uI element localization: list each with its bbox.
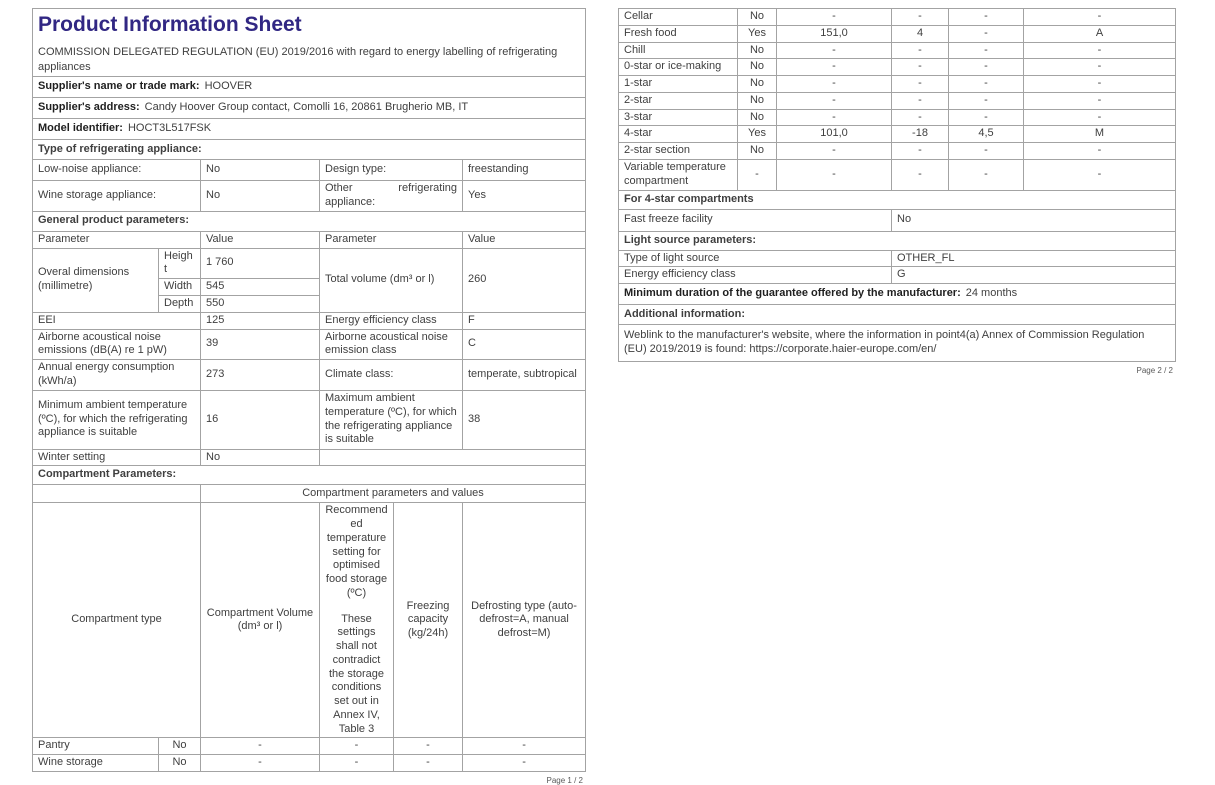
fast-freeze-label: Fast freeze facility (619, 209, 892, 231)
compartment-temp: - (320, 755, 394, 772)
compartment-freezing: - (949, 42, 1024, 59)
compartment-freezing: - (949, 92, 1024, 109)
compartment-span-header: Compartment parameters and values (201, 485, 586, 503)
total-volume-value: 260 (463, 248, 586, 312)
compartment-present: No (738, 9, 777, 26)
weblink-cell (619, 325, 1176, 362)
compartment-defrost: - (1024, 109, 1176, 126)
compartment-defrost: - (1024, 143, 1176, 160)
dimensions-label: Overal dimensions (millimetre) (33, 248, 159, 312)
type-section-title: Type of refrigerating appliance: (33, 140, 586, 160)
light-section-title-row (619, 231, 1176, 250)
consumption-row (33, 360, 586, 391)
compartment-freezing: - (949, 109, 1024, 126)
height-value: 1 760 (201, 248, 320, 279)
type-section-title-row (33, 140, 586, 160)
value-header-right: Value (463, 231, 586, 248)
compartment-volume-header: Compartment Volume (dm³ or l) (201, 503, 320, 738)
compartment-present: No (738, 42, 777, 59)
parameter-header-right: Parameter (320, 231, 463, 248)
supplier-name-row (33, 77, 586, 98)
page2-number: Page 2 / 2 (1136, 366, 1173, 375)
compartment-label: 2-star (619, 92, 738, 109)
compartment-label: 3-star (619, 109, 738, 126)
compartment-volume: - (201, 755, 320, 772)
general-section-title-row (33, 211, 586, 231)
fast-freeze-row (619, 209, 1176, 231)
compartment-present: No (738, 59, 777, 76)
compartment-label: 1-star (619, 76, 738, 93)
general-section-title: General product parameters: (33, 211, 586, 231)
compartment-temp: -18 (892, 126, 949, 143)
light-energy-class-label: Energy efficiency class (619, 267, 892, 284)
regulation-subtitle: COMMISSION DELEGATED REGULATION (EU) 2019/2016 with regard to energy labelling of refrigerating appliances (38, 46, 558, 73)
compartment-volume: 101,0 (777, 126, 892, 143)
guarantee-label: Minimum duration of the guarantee offered by the manufacturer: (624, 287, 961, 300)
max-temp-label: Maximum ambient temperature (ºC), for which the refrigerating appliance is suitable (320, 390, 463, 449)
eei-row (33, 312, 586, 329)
noise-row (33, 329, 586, 360)
compartment-volume: - (777, 143, 892, 160)
page-2 (618, 8, 1175, 375)
compartment-defrost: - (463, 738, 586, 755)
compartment-row-variable-temperature (619, 160, 1176, 191)
compartment-defrost: A (1024, 25, 1176, 42)
noise-class-value: C (463, 329, 586, 360)
design-type-value: freestanding (463, 160, 586, 181)
compartment-temp: - (892, 160, 949, 191)
compartment-defrost: M (1024, 126, 1176, 143)
compartment-row-4-star (619, 126, 1176, 143)
page-title: Product Information Sheet (38, 12, 302, 36)
supplier-address-value: Candy Hoover Group contact, Comolli 16, 20861 Brugherio MB, IT (144, 101, 469, 114)
defrosting-type-header: Defrosting type (auto-defrost=A, manual defrost=M) (463, 503, 586, 738)
noise-value: 39 (201, 329, 320, 360)
dimensions-height-row (33, 248, 586, 279)
compartment-row-1-star (619, 76, 1176, 93)
light-energy-class-row (619, 267, 1176, 284)
eei-label: EEI (33, 312, 201, 329)
page1-number: Page 1 / 2 (546, 775, 583, 785)
compartment-present: No (159, 738, 201, 755)
energy-class-value: F (463, 312, 586, 329)
compartment-freezing: - (949, 59, 1024, 76)
compartment-present: No (738, 143, 777, 160)
compartment-label: Cellar (619, 9, 738, 26)
fast-freeze-value: No (892, 209, 1176, 231)
compartment-volume: 151,0 (777, 25, 892, 42)
additional-info-title-row (619, 305, 1176, 325)
model-identifier-label: Model identifier: (38, 122, 123, 135)
compartment-label: Wine storage (33, 755, 159, 772)
total-volume-label: Total volume (dm³ or l) (320, 248, 463, 312)
compartment-defrost: - (1024, 9, 1176, 26)
compartment-freezing: - (949, 160, 1024, 191)
four-star-section-title-row (619, 190, 1176, 209)
compartment-defrost: - (1024, 160, 1176, 191)
compartment-temp: - (892, 109, 949, 126)
height-label: Height (159, 248, 201, 279)
compartment-label: Chill (619, 42, 738, 59)
compartment-freezing: - (949, 9, 1024, 26)
supplier-name-cell (33, 77, 586, 98)
compartment-temp: - (892, 76, 949, 93)
compartment-volume: - (777, 59, 892, 76)
guarantee-cell (619, 284, 1176, 305)
compartment-row-cellar (619, 9, 1176, 26)
other-refrigerating-label: Other refrigerating appliance: (320, 181, 463, 212)
design-type-label: Design type: (320, 160, 463, 181)
energy-class-label: Energy efficiency class (320, 312, 463, 329)
low-noise-value: No (201, 160, 320, 181)
noise-label: Airborne acoustical noise emissions (dB(A) re 1 pW) (33, 329, 201, 360)
supplier-name-value: HOOVER (204, 80, 253, 93)
depth-value: 550 (201, 295, 320, 312)
other-refrigerating-value: Yes (463, 181, 586, 212)
compartment-freezing: - (949, 143, 1024, 160)
compartment-row-pantry (33, 738, 586, 755)
compartment-defrost: - (1024, 92, 1176, 109)
depth-label: Depth (159, 295, 201, 312)
winter-setting-value: No (201, 449, 320, 466)
compartment-row-3-star (619, 109, 1176, 126)
freezing-capacity-header: Freezing capacity (kg/24h) (394, 503, 463, 738)
compartment-span-empty-cell (33, 485, 201, 503)
compartment-present: No (159, 755, 201, 772)
compartment-row-fresh-food (619, 25, 1176, 42)
winter-setting-row (33, 449, 586, 466)
value-header-left: Value (201, 231, 320, 248)
light-source-type-value: OTHER_FL (892, 250, 1176, 267)
light-section-title: Light source parameters: (619, 231, 1176, 250)
four-star-section-title: For 4-star compartments (619, 190, 1176, 209)
supplier-address-label: Supplier's address: (38, 101, 140, 114)
model-identifier-row (33, 119, 586, 140)
model-identifier-cell (33, 119, 586, 140)
compartment-temp: 4 (892, 25, 949, 42)
light-source-type-row (619, 250, 1176, 267)
compartment-label: Fresh food (619, 25, 738, 42)
parameter-header-left: Parameter (33, 231, 201, 248)
compartment-row-wine-storage (33, 755, 586, 772)
max-temp-value: 38 (463, 390, 586, 449)
guarantee-value: 24 months (965, 287, 1018, 300)
compartment-present: Yes (738, 126, 777, 143)
compartment-defrost: - (1024, 76, 1176, 93)
compartment-label: Pantry (33, 738, 159, 755)
compartment-freezing: - (949, 25, 1024, 42)
compartment-temp: - (892, 92, 949, 109)
wine-storage-value: No (201, 181, 320, 212)
consumption-value: 273 (201, 360, 320, 391)
compartment-temp: - (892, 9, 949, 26)
compartment-present: No (738, 76, 777, 93)
supplier-address-cell (33, 98, 586, 119)
compartment-volume: - (201, 738, 320, 755)
min-temp-value: 16 (201, 390, 320, 449)
temp-header-top: Recommended temperature setting for optimised food storage (ºC) (325, 504, 388, 599)
compartment-label: 2-star section (619, 143, 738, 160)
compartment-defrost: - (1024, 59, 1176, 76)
compartment-section-title: Compartment Parameters: (33, 466, 586, 485)
compartment-present: No (738, 109, 777, 126)
compartment-volume: - (777, 109, 892, 126)
compartment-row-0-star (619, 59, 1176, 76)
compartment-volume: - (777, 160, 892, 191)
compartment-present: Yes (738, 25, 777, 42)
compartment-span-header-row (33, 485, 586, 503)
weblink-label: Weblink to the manufacturer's website, where the information in point4(a) Annex of Commission Regulation (EU) 2019/2019 is found: (624, 329, 1145, 355)
page1-table (32, 8, 586, 772)
ambient-temperature-row (33, 390, 586, 449)
compartment-defrost: - (1024, 42, 1176, 59)
temp-header-bottom: These settings shall not contradict the storage conditions set out in Annex IV, Table 3 (328, 612, 385, 735)
compartment-label: 0-star or ice-making (619, 59, 738, 76)
compartment-freezing: - (949, 76, 1024, 93)
compartment-temp-header (320, 503, 394, 738)
climate-class-value: temperate, subtropical (463, 360, 586, 391)
compartment-row-chill (619, 42, 1176, 59)
width-label: Width (159, 279, 201, 296)
compartment-freezing: 4,5 (949, 126, 1024, 143)
compartment-row-2-star (619, 92, 1176, 109)
supplier-address-row (33, 98, 586, 119)
winter-setting-empty-cell (320, 449, 586, 466)
min-temp-label: Minimum ambient temperature (ºC), for which the refrigerating appliance is suitable (33, 390, 201, 449)
compartment-volume: - (777, 9, 892, 26)
supplier-name-label: Supplier's name or trade mark: (38, 80, 200, 93)
compartment-label: 4-star (619, 126, 738, 143)
compartment-row-2-star-section (619, 143, 1176, 160)
width-value: 545 (201, 279, 320, 296)
compartment-freezing: - (394, 738, 463, 755)
compartment-defrost: - (463, 755, 586, 772)
compartment-volume: - (777, 42, 892, 59)
title-row (33, 9, 586, 77)
page-1 (32, 8, 585, 785)
title-block (33, 9, 586, 77)
consumption-label: Annual energy consumption (kWh/a) (33, 360, 201, 391)
compartment-freezing: - (394, 755, 463, 772)
winter-setting-label: Winter setting (33, 449, 201, 466)
noise-class-label: Airborne acoustical noise emission class (320, 329, 463, 360)
compartment-type-header: Compartment type (33, 503, 201, 738)
compartment-volume: - (777, 76, 892, 93)
wine-storage-appliance-row (33, 181, 586, 212)
compartment-temp: - (892, 59, 949, 76)
compartment-temp: - (892, 42, 949, 59)
compartment-present: - (738, 160, 777, 191)
compartment-temp: - (320, 738, 394, 755)
compartment-volume: - (777, 92, 892, 109)
model-identifier-value: HOCT3L517FSK (127, 122, 212, 135)
eei-value: 125 (201, 312, 320, 329)
weblink-url: https://corporate.haier-europe.com/en/ (749, 343, 937, 355)
compartment-header-row (33, 503, 586, 738)
low-noise-label: Low-noise appliance: (33, 160, 201, 181)
light-source-type-label: Type of light source (619, 250, 892, 267)
guarantee-row (619, 284, 1176, 305)
weblink-row (619, 325, 1176, 362)
additional-info-title: Additional information: (619, 305, 1176, 325)
light-energy-class-value: G (892, 267, 1176, 284)
compartment-temp: - (892, 143, 949, 160)
compartment-section-title-row (33, 466, 586, 485)
wine-storage-label: Wine storage appliance: (33, 181, 201, 212)
page2-table (618, 8, 1176, 362)
climate-class-label: Climate class: (320, 360, 463, 391)
compartment-label: Variable temperature compartment (619, 160, 738, 191)
parameter-header-row (33, 231, 586, 248)
low-noise-row (33, 160, 586, 181)
compartment-present: No (738, 92, 777, 109)
